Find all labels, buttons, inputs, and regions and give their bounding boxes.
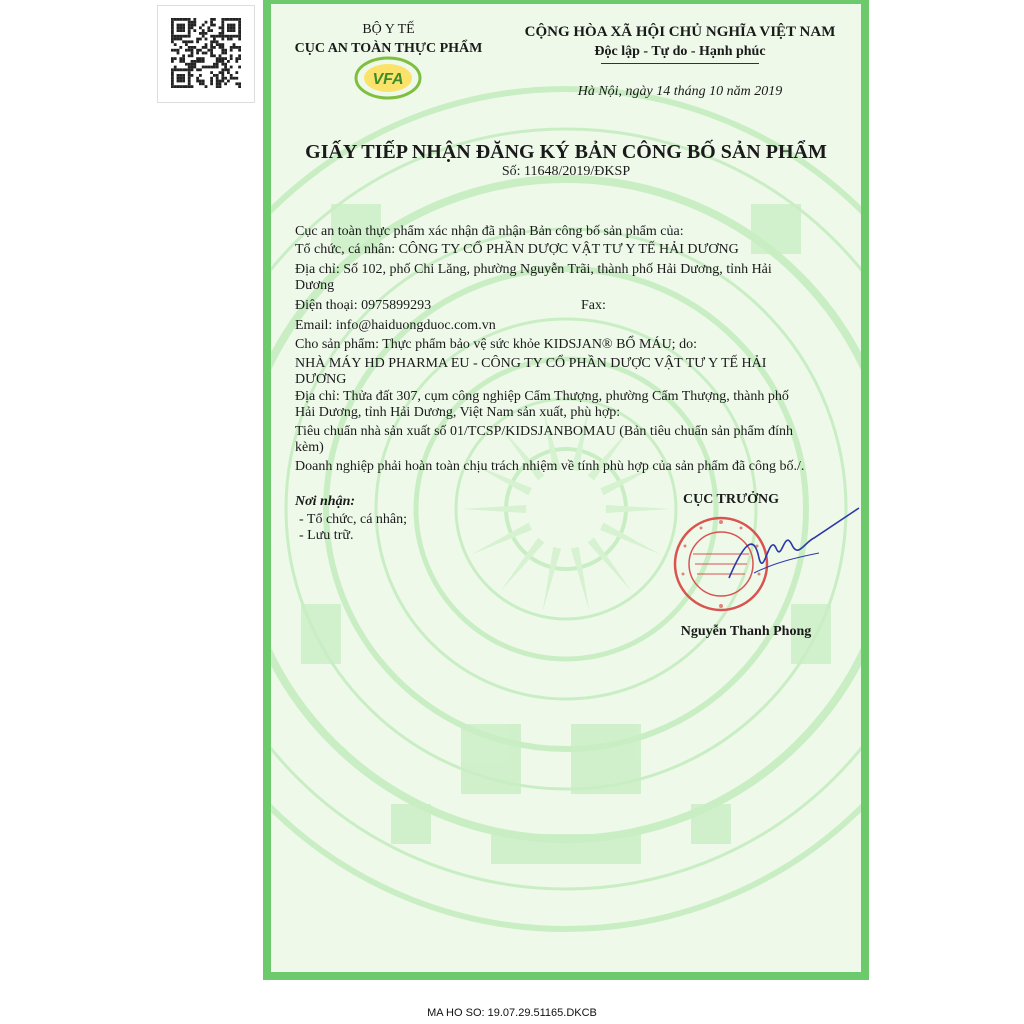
logo-text: VFA	[372, 71, 404, 88]
signer-role: CỤC TRƯỞNG	[682, 492, 780, 507]
place-date: Hà Nội, ngày 14 tháng 10 năm 2019	[577, 84, 783, 99]
motto-underline	[601, 63, 759, 64]
document-title: GIẤY TIẾP NHẬN ĐĂNG KÝ BẢN CÔNG BỐ SẢN PHẨM	[305, 141, 827, 163]
body-address1-line1: Địa chỉ: Số 102, phố Chi Lăng, phường Nguyễn Trãi, thành phố Hải Dương, tỉnh Hải	[295, 262, 772, 277]
body-email: Email: info@haiduongduoc.com.vn	[295, 318, 496, 333]
nation-name: CỘNG HÒA XÃ HỘI CHỦ NGHĨA VIỆT NAM	[524, 24, 836, 40]
body-product: Cho sản phẩm: Thực phẩm bảo vệ sức khỏe KIDSJAN® BỔ MÁU; do:	[295, 337, 697, 352]
body-phone: Điện thoại: 0975899293	[295, 298, 432, 313]
certificate-frame	[263, 0, 869, 980]
body-standard-line1: Tiêu chuẩn nhà sản xuất số 01/TCSP/KIDSJANBOMAU (Bản tiêu chuẩn sản phẩm đính	[295, 424, 794, 439]
signer-name: Nguyễn Thanh Phong	[680, 624, 812, 639]
department-name: CỤC AN TOÀN THỰC PHẨM	[294, 41, 483, 56]
qr-code	[157, 5, 255, 103]
body-address2-line2: Hải Dương, tỉnh Hải Dương, Việt Nam sản xuất, phù hợp:	[295, 405, 621, 420]
body-responsibility: Doanh nghiệp phải hoàn toàn chịu trách nhiệm về tính phù hợp của sản phẩm đã công bố./.	[295, 459, 805, 474]
body-maker-line1: NHÀ MÁY HD PHARMA EU - CÔNG TY CỔ PHẦN DƯỢC VẬT TƯ Y TẾ HẢI	[295, 356, 767, 371]
body-organization: Tổ chức, cá nhân: CÔNG TY CỔ PHẦN DƯỢC VẬT TƯ Y TẾ HẢI DƯƠNG	[295, 242, 739, 257]
vfa-logo	[353, 54, 423, 109]
body-standard-line2: kèm)	[295, 440, 324, 455]
qr-code-icon	[171, 18, 241, 88]
recipients-heading: Nơi nhận:	[295, 494, 356, 509]
national-motto: Độc lập - Tự do - Hạnh phúc	[594, 44, 766, 59]
body-address2-line1: Địa chỉ: Thửa đất 307, cụm công nghiệp Cẩm Thượng, phường Cẩm Thượng, thành phố	[295, 389, 789, 404]
dossier-code: MA HO SO: 19.07.29.51165.DKCB	[427, 1007, 597, 1019]
body-fax: Fax:	[581, 298, 606, 313]
body-intro: Cục an toàn thực phẩm xác nhận đã nhận Bản công bố sản phẩm của:	[295, 224, 684, 239]
body-address1-line2: Dương	[295, 278, 335, 293]
ministry-name: BỘ Y TẾ	[362, 22, 415, 37]
certificate-paper	[271, 4, 861, 972]
body-maker-line2: DƯƠNG	[295, 372, 347, 387]
recipient-item: - Tổ chức, cá nhân;	[299, 512, 408, 527]
recipient-item: - Lưu trữ.	[299, 528, 354, 543]
document-number: Số: 11648/2019/ĐKSP	[501, 164, 631, 179]
handwritten-signature	[724, 503, 861, 593]
